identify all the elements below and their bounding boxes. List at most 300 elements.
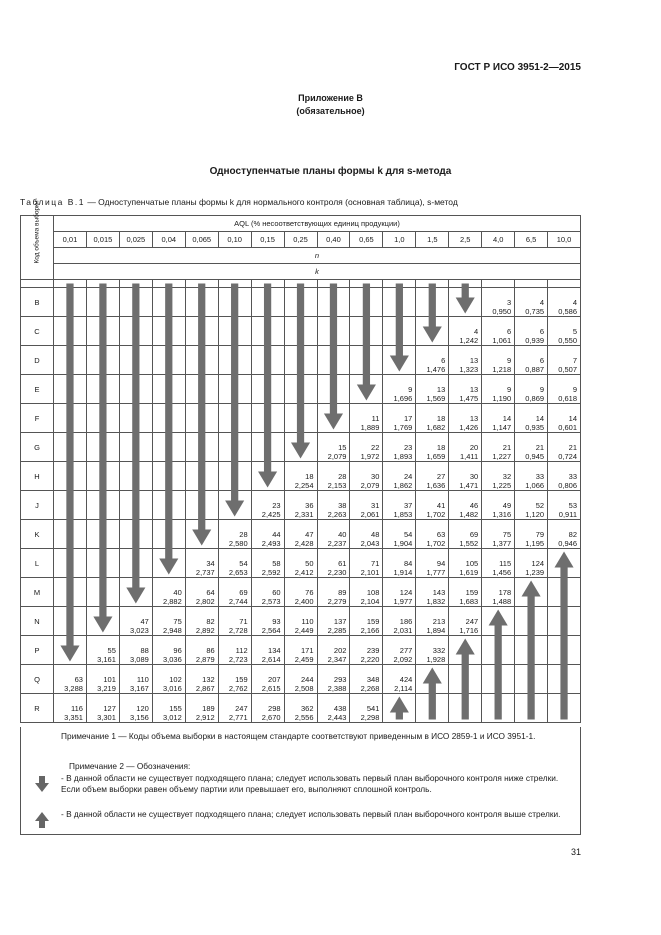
sample-size-n: 541 bbox=[366, 704, 380, 713]
acceptability-constant-k: 1,928 bbox=[426, 655, 446, 664]
plan-cell bbox=[548, 520, 581, 549]
plan-cell bbox=[185, 433, 218, 462]
sample-size-n: 30 bbox=[371, 472, 380, 481]
plan-cell bbox=[54, 404, 87, 433]
plan-cell bbox=[317, 520, 350, 549]
sample-size-n: 189 bbox=[202, 704, 215, 713]
plan-cell bbox=[383, 491, 416, 520]
table-row bbox=[21, 578, 581, 607]
plan-cell bbox=[317, 607, 350, 636]
plan-cell bbox=[119, 491, 152, 520]
acceptability-constant-k: 1,636 bbox=[426, 481, 446, 490]
plan-cell bbox=[152, 636, 185, 665]
plan-cell bbox=[383, 636, 416, 665]
sample-size-n: 115 bbox=[499, 559, 512, 568]
acceptability-constant-k: 1,316 bbox=[492, 510, 512, 519]
code-letter: J bbox=[21, 491, 54, 520]
plan-cell bbox=[119, 288, 152, 317]
plan-cell bbox=[548, 491, 581, 520]
acceptability-constant-k: 2,254 bbox=[294, 481, 314, 490]
plan-cell bbox=[416, 317, 449, 346]
plan-cell bbox=[383, 288, 416, 317]
sample-size-n: 143 bbox=[432, 588, 446, 597]
table-row bbox=[21, 346, 581, 375]
acceptability-constant-k: 1,972 bbox=[360, 452, 380, 461]
aql-value: 0,25 bbox=[284, 232, 317, 248]
acceptability-constant-k: 3,161 bbox=[97, 655, 116, 664]
sample-size-n: 82 bbox=[206, 617, 215, 626]
plan-cell bbox=[548, 549, 581, 578]
plan-cell bbox=[449, 694, 482, 723]
sample-size-n: 116 bbox=[70, 704, 83, 713]
aql-value: 0,15 bbox=[251, 232, 284, 248]
sample-size-n: 34 bbox=[206, 559, 215, 568]
sample-size-n: 96 bbox=[173, 646, 182, 655]
plan-cell bbox=[416, 346, 449, 375]
acceptability-constant-k: 1,227 bbox=[492, 452, 512, 461]
plan-cell bbox=[449, 317, 482, 346]
plan-cell bbox=[54, 375, 87, 404]
sample-size-n: 31 bbox=[371, 501, 380, 510]
plan-cell bbox=[185, 520, 218, 549]
table-row bbox=[21, 288, 581, 317]
arrow-up-icon bbox=[35, 812, 49, 828]
plan-cell bbox=[449, 607, 482, 636]
plan-cell bbox=[218, 549, 251, 578]
sample-size-n: 4 bbox=[539, 298, 545, 307]
plan-cell bbox=[416, 694, 449, 723]
table-row bbox=[21, 404, 581, 433]
acceptability-constant-k: 1,659 bbox=[426, 452, 446, 461]
plan-cell bbox=[185, 636, 218, 665]
acceptability-constant-k: 2,230 bbox=[327, 568, 347, 577]
plan-cell bbox=[119, 433, 152, 462]
plan-cell bbox=[383, 404, 416, 433]
plan-cell bbox=[449, 636, 482, 665]
plan-cell bbox=[449, 433, 482, 462]
plan-cell bbox=[86, 491, 119, 520]
plan-cell bbox=[251, 404, 284, 433]
sample-size-n: 6 bbox=[539, 356, 545, 365]
sample-size-n: 20 bbox=[469, 443, 479, 452]
sample-size-n: 64 bbox=[206, 588, 215, 597]
plan-cell bbox=[317, 694, 350, 723]
plan-cell bbox=[482, 346, 515, 375]
sample-size-n: 40 bbox=[173, 588, 182, 597]
plan-cell bbox=[86, 288, 119, 317]
plan-cell bbox=[548, 433, 581, 462]
plan-cell bbox=[515, 520, 548, 549]
plan-cell bbox=[515, 491, 548, 520]
plan-cell bbox=[317, 433, 350, 462]
plan-cell bbox=[86, 404, 119, 433]
spacer-cell bbox=[449, 280, 482, 288]
sample-size-n: 207 bbox=[268, 675, 281, 684]
k-label: k bbox=[54, 264, 581, 280]
plan-cell bbox=[515, 694, 548, 723]
plan-cell bbox=[383, 665, 416, 694]
plan-cell bbox=[119, 665, 152, 694]
acceptability-constant-k: 2,443 bbox=[327, 713, 347, 722]
table-row bbox=[21, 462, 581, 491]
sample-size-n: 54 bbox=[403, 530, 413, 539]
plan-cell bbox=[251, 607, 284, 636]
code-letter: B bbox=[21, 288, 54, 317]
aql-value: 0,10 bbox=[218, 232, 251, 248]
plan-cell bbox=[350, 578, 383, 607]
sample-size-n: 47 bbox=[305, 530, 314, 539]
sample-size-n: 75 bbox=[173, 617, 182, 626]
plan-cell bbox=[548, 694, 581, 723]
plan-cell bbox=[515, 433, 548, 462]
plan-cell bbox=[317, 375, 350, 404]
plan-cell bbox=[54, 549, 87, 578]
plan-cell bbox=[548, 578, 581, 607]
acceptability-constant-k: 2,723 bbox=[228, 655, 248, 664]
plan-cell bbox=[152, 288, 185, 317]
plan-cell bbox=[54, 520, 87, 549]
sample-size-n: 159 bbox=[366, 617, 380, 626]
sample-size-n: 46 bbox=[469, 501, 479, 510]
sample-size-n: 11 bbox=[371, 414, 380, 423]
plan-cell bbox=[119, 520, 152, 549]
acceptability-constant-k: 2,166 bbox=[360, 626, 380, 635]
aql-value: 0,04 bbox=[152, 232, 185, 248]
plan-cell bbox=[317, 404, 350, 433]
plan-cell bbox=[317, 636, 350, 665]
plan-cell bbox=[383, 346, 416, 375]
acceptability-constant-k: 1,323 bbox=[459, 365, 479, 374]
plan-cell bbox=[119, 317, 152, 346]
plan-cell bbox=[515, 375, 548, 404]
acceptability-constant-k: 3,023 bbox=[130, 626, 149, 635]
acceptability-constant-k: 0,869 bbox=[525, 394, 545, 403]
sample-size-n: 69 bbox=[239, 588, 248, 597]
plan-cell bbox=[482, 462, 515, 491]
aql-value: 0,065 bbox=[185, 232, 218, 248]
plan-cell bbox=[482, 317, 515, 346]
sample-size-n: 54 bbox=[239, 559, 248, 568]
sample-size-n: 41 bbox=[436, 501, 446, 510]
acceptability-constant-k: 2,573 bbox=[261, 597, 281, 606]
table-row bbox=[21, 433, 581, 462]
sample-size-n: 332 bbox=[432, 646, 446, 655]
sample-size-n: 5 bbox=[572, 327, 577, 336]
plan-cell bbox=[383, 549, 416, 578]
acceptability-constant-k: 3,288 bbox=[64, 684, 83, 693]
sample-size-n: 76 bbox=[305, 588, 314, 597]
sample-size-n: 9 bbox=[506, 385, 512, 394]
sample-size-n: 14 bbox=[502, 414, 512, 423]
plan-cell bbox=[185, 549, 218, 578]
plan-cell bbox=[317, 346, 350, 375]
plan-cell bbox=[119, 404, 152, 433]
sample-size-n: 155 bbox=[169, 704, 182, 713]
sample-size-n: 21 bbox=[535, 443, 545, 452]
plan-cell bbox=[416, 607, 449, 636]
table-row bbox=[21, 607, 581, 636]
acceptability-constant-k: 2,564 bbox=[261, 626, 281, 635]
plan-cell bbox=[119, 694, 152, 723]
sample-size-n: 159 bbox=[235, 675, 248, 684]
plan-cell bbox=[350, 288, 383, 317]
sample-size-n: 112 bbox=[235, 646, 248, 655]
plan-cell bbox=[482, 665, 515, 694]
plan-cell bbox=[251, 346, 284, 375]
plan-cell bbox=[54, 462, 87, 491]
acceptability-constant-k: 2,079 bbox=[327, 452, 347, 461]
plan-cell bbox=[119, 549, 152, 578]
plan-cell bbox=[548, 317, 581, 346]
acceptability-constant-k: 2,580 bbox=[228, 539, 248, 548]
acceptability-constant-k: 1,411 bbox=[459, 452, 479, 461]
sample-size-n: 71 bbox=[239, 617, 248, 626]
sample-size-n: 55 bbox=[107, 646, 116, 655]
acceptability-constant-k: 1,853 bbox=[393, 510, 413, 519]
plan-cell bbox=[383, 317, 416, 346]
acceptability-constant-k: 3,036 bbox=[162, 655, 182, 664]
plan-cell bbox=[416, 636, 449, 665]
arrow-down-icon bbox=[35, 776, 49, 792]
sample-size-n: 132 bbox=[202, 675, 215, 684]
aql-value: 6,5 bbox=[515, 232, 548, 248]
spacer-cell bbox=[119, 280, 152, 288]
note-down-text: - В данной области не существует подходящего плана; следует использовать первый план выборочного контроля ниже стрелки. Если объем выборки равен объему партии или превышает его, выполняют сплошной контроль. bbox=[61, 773, 559, 794]
acceptability-constant-k: 2,744 bbox=[228, 597, 248, 606]
plan-cell bbox=[152, 433, 185, 462]
plan-cell bbox=[54, 288, 87, 317]
sample-size-n: 159 bbox=[465, 588, 479, 597]
plan-cell bbox=[482, 694, 515, 723]
spacer-cell bbox=[54, 280, 87, 288]
plan-cell bbox=[86, 578, 119, 607]
plan-cell bbox=[218, 317, 251, 346]
sample-size-n: 244 bbox=[300, 675, 314, 684]
plan-cell bbox=[449, 665, 482, 694]
plan-cell bbox=[284, 491, 317, 520]
plan-cell bbox=[185, 404, 218, 433]
plan-cell bbox=[284, 288, 317, 317]
plan-cell bbox=[218, 288, 251, 317]
acceptability-constant-k: 2,762 bbox=[228, 684, 248, 693]
acceptability-constant-k: 0,911 bbox=[558, 510, 577, 519]
acceptability-constant-k: 0,618 bbox=[558, 394, 577, 403]
table-caption bbox=[20, 197, 458, 207]
sample-size-n: 4 bbox=[572, 298, 577, 307]
sample-size-n: 438 bbox=[333, 704, 347, 713]
acceptability-constant-k: 1,488 bbox=[492, 597, 512, 606]
plan-cell bbox=[185, 491, 218, 520]
acceptability-constant-k: 1,977 bbox=[393, 597, 413, 606]
acceptability-constant-k: 1,476 bbox=[426, 365, 446, 374]
plan-cell bbox=[350, 346, 383, 375]
sample-size-n: 13 bbox=[469, 414, 479, 423]
acceptability-constant-k: 3,351 bbox=[64, 713, 83, 722]
plan-cell bbox=[482, 404, 515, 433]
plan-cell bbox=[416, 462, 449, 491]
sample-size-n: 102 bbox=[169, 675, 182, 684]
acceptability-constant-k: 2,459 bbox=[294, 655, 314, 664]
acceptability-constant-k: 3,012 bbox=[162, 713, 182, 722]
sample-size-n: 89 bbox=[338, 588, 347, 597]
header-row-k bbox=[21, 264, 581, 280]
plan-cell bbox=[54, 491, 87, 520]
header-row-aql-values bbox=[21, 232, 581, 248]
plan-cell bbox=[185, 317, 218, 346]
plan-cell bbox=[54, 578, 87, 607]
acceptability-constant-k: 1,242 bbox=[459, 336, 479, 345]
note-2-header-text: Примечание 2 — Обозначения: bbox=[69, 761, 191, 771]
plan-cell bbox=[482, 520, 515, 549]
plan-cell bbox=[416, 375, 449, 404]
plan-cell bbox=[350, 636, 383, 665]
sample-size-n: 101 bbox=[103, 675, 116, 684]
spacer-cell bbox=[548, 280, 581, 288]
plan-cell bbox=[317, 578, 350, 607]
acceptability-constant-k: 0,806 bbox=[558, 481, 577, 490]
aql-value: 0,015 bbox=[86, 232, 119, 248]
acceptability-constant-k: 1,471 bbox=[459, 481, 479, 490]
plan-cell bbox=[350, 462, 383, 491]
sample-size-n: 171 bbox=[300, 646, 314, 655]
acceptability-constant-k: 1,066 bbox=[525, 481, 545, 490]
acceptability-constant-k: 0,946 bbox=[558, 539, 577, 548]
sample-size-n: 298 bbox=[268, 704, 281, 713]
acceptability-constant-k: 2,298 bbox=[360, 713, 380, 722]
plan-cell bbox=[317, 549, 350, 578]
acceptability-constant-k: 1,832 bbox=[426, 597, 446, 606]
plan-cell bbox=[218, 636, 251, 665]
plan-cell bbox=[218, 607, 251, 636]
sample-size-n: 82 bbox=[568, 530, 577, 539]
plan-cell bbox=[449, 404, 482, 433]
plan-cell bbox=[251, 317, 284, 346]
plan-cell bbox=[152, 665, 185, 694]
plan-cell bbox=[284, 520, 317, 549]
plan-cell bbox=[449, 346, 482, 375]
plan-cell bbox=[86, 317, 119, 346]
plan-cell bbox=[449, 520, 482, 549]
aql-value: 0,65 bbox=[350, 232, 383, 248]
acceptability-constant-k: 3,219 bbox=[97, 684, 116, 693]
sample-size-n: 247 bbox=[465, 617, 479, 626]
plan-cell bbox=[284, 433, 317, 462]
acceptability-constant-k: 2,653 bbox=[228, 568, 248, 577]
sample-size-n: 13 bbox=[469, 356, 479, 365]
code-letter: K bbox=[21, 520, 54, 549]
plan-cell bbox=[86, 375, 119, 404]
plan-cell bbox=[548, 607, 581, 636]
note-up-text: - В данной области не существует подходящего плана; следует использовать первый план выборочного контроля выше стрелки. bbox=[61, 809, 561, 819]
code-letter: P bbox=[21, 636, 54, 665]
code-letter: M bbox=[21, 578, 54, 607]
sample-size-n: 47 bbox=[140, 617, 149, 626]
acceptability-constant-k: 2,425 bbox=[261, 510, 281, 519]
acceptability-constant-k: 1,914 bbox=[393, 568, 413, 577]
sample-size-n: 32 bbox=[502, 472, 512, 481]
plan-cell bbox=[416, 578, 449, 607]
plan-cell bbox=[54, 346, 87, 375]
plan-cell bbox=[86, 607, 119, 636]
plan-cell bbox=[251, 375, 284, 404]
annex-status: (обязательное) bbox=[296, 106, 365, 116]
aql-value: 10,0 bbox=[548, 232, 581, 248]
plan-cell bbox=[350, 404, 383, 433]
sample-size-n: 110 bbox=[136, 675, 149, 684]
acceptability-constant-k: 1,893 bbox=[393, 452, 413, 461]
sample-size-n: 27 bbox=[436, 472, 446, 481]
acceptability-constant-k: 2,882 bbox=[162, 597, 182, 606]
plan-cell bbox=[515, 607, 548, 636]
notes-box bbox=[20, 727, 581, 835]
plan-cell bbox=[284, 549, 317, 578]
acceptability-constant-k: 1,120 bbox=[525, 510, 545, 519]
n-label: n bbox=[54, 248, 581, 264]
sample-size-n: 36 bbox=[305, 501, 314, 510]
plan-cell bbox=[218, 578, 251, 607]
acceptability-constant-k: 0,586 bbox=[558, 307, 577, 316]
code-letter: E bbox=[21, 375, 54, 404]
acceptability-constant-k: 1,696 bbox=[393, 394, 413, 403]
acceptability-constant-k: 2,879 bbox=[195, 655, 215, 664]
plan-cell bbox=[119, 346, 152, 375]
code-letter: H bbox=[21, 462, 54, 491]
sample-size-n: 18 bbox=[436, 414, 446, 423]
acceptability-constant-k: 2,892 bbox=[195, 626, 215, 635]
plan-cell bbox=[515, 549, 548, 578]
plan-cell bbox=[251, 578, 284, 607]
plan-cell bbox=[383, 520, 416, 549]
plan-cell bbox=[119, 462, 152, 491]
plan-cell bbox=[482, 607, 515, 636]
header-row-n bbox=[21, 248, 581, 264]
acceptability-constant-k: 2,263 bbox=[327, 510, 347, 519]
acceptability-constant-k: 1,682 bbox=[426, 423, 446, 432]
acceptability-constant-k: 2,237 bbox=[327, 539, 347, 548]
code-letter: Q bbox=[21, 665, 54, 694]
plan-cell bbox=[185, 288, 218, 317]
sample-size-n: 44 bbox=[272, 530, 281, 539]
plan-cell bbox=[152, 694, 185, 723]
plan-cell bbox=[54, 636, 87, 665]
acceptability-constant-k: 1,904 bbox=[393, 539, 413, 548]
plan-cell bbox=[482, 578, 515, 607]
sample-size-n: 84 bbox=[403, 559, 413, 568]
standard-designation: ГОСТ Р ИСО 3951-2—2015 bbox=[454, 62, 581, 73]
plan-cell bbox=[218, 665, 251, 694]
plan-cell bbox=[350, 694, 383, 723]
plan-cell bbox=[218, 433, 251, 462]
code-header-cell bbox=[21, 200, 54, 280]
sample-size-n: 4 bbox=[474, 327, 479, 336]
sample-size-n: 37 bbox=[403, 501, 413, 510]
plan-cell bbox=[383, 433, 416, 462]
plan-cell bbox=[449, 375, 482, 404]
acceptability-constant-k: 2,737 bbox=[195, 568, 215, 577]
plan-cell bbox=[383, 375, 416, 404]
sample-size-n: 105 bbox=[465, 559, 479, 568]
acceptability-constant-k: 2,615 bbox=[261, 684, 281, 693]
plan-cell bbox=[54, 317, 87, 346]
sample-size-n: 23 bbox=[272, 501, 281, 510]
code-header-text: Код объема выборки bbox=[33, 200, 41, 264]
sample-size-n: 202 bbox=[333, 646, 347, 655]
plan-cell bbox=[515, 346, 548, 375]
code-letter: D bbox=[21, 346, 54, 375]
acceptability-constant-k: 3,016 bbox=[162, 684, 182, 693]
plan-cell bbox=[86, 520, 119, 549]
plan-cell bbox=[185, 607, 218, 636]
